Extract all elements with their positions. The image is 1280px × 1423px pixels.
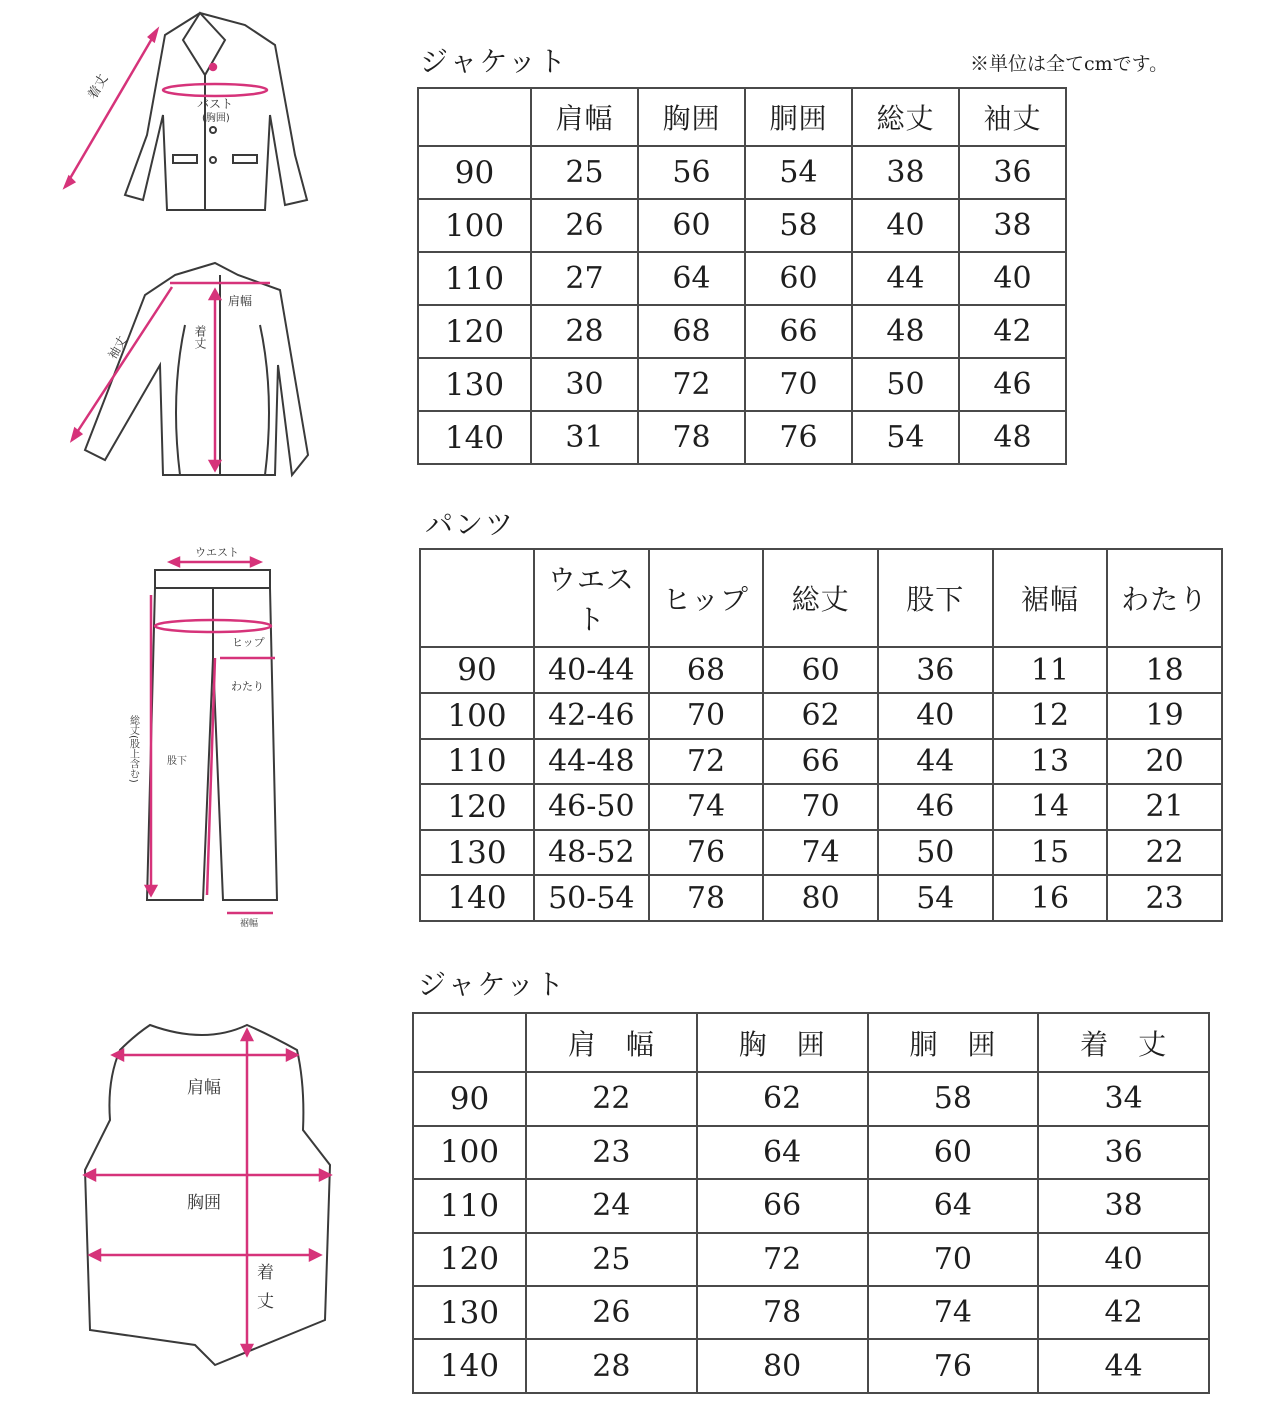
table-row <box>420 784 1222 830</box>
size-label-cell: 130 <box>413 1286 526 1339</box>
table-row <box>420 693 1222 739</box>
value-cell: 25 <box>531 146 638 199</box>
value-cell: 72 <box>649 739 764 785</box>
size-label-cell: 100 <box>420 693 534 739</box>
value-cell: 68 <box>638 305 745 358</box>
value-cell: 58 <box>745 199 852 252</box>
value-cell: 70 <box>745 358 852 411</box>
jacket-size-table <box>417 87 1067 465</box>
value-cell: 64 <box>697 1126 868 1179</box>
jacket-back-diagram <box>60 255 320 485</box>
value-cell: 76 <box>745 411 852 464</box>
header-corner-cell <box>420 549 534 647</box>
value-cell: 25 <box>526 1233 697 1286</box>
value-cell: 40 <box>1038 1233 1209 1286</box>
value-cell: 38 <box>1038 1179 1209 1232</box>
value-cell: 23 <box>526 1126 697 1179</box>
size-label-cell: 100 <box>413 1126 526 1179</box>
table-row <box>420 830 1222 876</box>
header-cell: 肩 幅 <box>526 1013 697 1072</box>
jacket-front-diagram <box>55 5 315 220</box>
value-cell: 31 <box>531 411 638 464</box>
header-cell: 股下 <box>878 549 993 647</box>
vest-shoulder-label: 肩幅 <box>187 1078 221 1098</box>
header-cell: 裾幅 <box>993 549 1108 647</box>
value-cell: 44 <box>878 739 993 785</box>
value-cell: 40 <box>852 199 959 252</box>
value-cell: 11 <box>993 647 1108 693</box>
value-cell: 46 <box>959 358 1066 411</box>
value-cell: 64 <box>868 1179 1039 1232</box>
value-cell: 66 <box>745 305 852 358</box>
value-cell: 42-46 <box>534 693 649 739</box>
value-cell: 34 <box>1038 1072 1209 1125</box>
value-cell: 15 <box>993 830 1108 876</box>
value-cell: 16 <box>993 875 1108 921</box>
value-cell: 76 <box>868 1339 1039 1393</box>
value-cell: 78 <box>649 875 764 921</box>
table-row <box>420 875 1222 921</box>
size-label-cell: 100 <box>418 199 531 252</box>
value-cell: 72 <box>697 1233 868 1286</box>
hip-label: ヒップ <box>232 636 265 649</box>
header-cell: 胸 囲 <box>697 1013 868 1072</box>
size-label-cell: 90 <box>420 647 534 693</box>
value-cell: 72 <box>638 358 745 411</box>
size-label-cell: 130 <box>420 830 534 876</box>
value-cell: 28 <box>526 1339 697 1393</box>
value-cell: 24 <box>526 1179 697 1232</box>
size-label-cell: 130 <box>418 358 531 411</box>
value-cell: 54 <box>878 875 993 921</box>
vest-title: ジャケット <box>418 968 567 1001</box>
value-cell: 22 <box>526 1072 697 1125</box>
table-row <box>420 647 1222 693</box>
value-cell: 74 <box>868 1286 1039 1339</box>
table-header-row <box>420 549 1222 647</box>
value-cell: 42 <box>1038 1286 1209 1339</box>
header-cell: 胴 囲 <box>868 1013 1039 1072</box>
size-label-cell: 120 <box>413 1233 526 1286</box>
table-row <box>413 1233 1209 1286</box>
value-cell: 38 <box>852 146 959 199</box>
table-header-row <box>413 1013 1209 1072</box>
value-cell: 19 <box>1107 693 1222 739</box>
value-cell: 80 <box>697 1339 868 1393</box>
value-cell: 78 <box>638 411 745 464</box>
value-cell: 36 <box>878 647 993 693</box>
value-cell: 14 <box>993 784 1108 830</box>
vest-length-label-1: 着 <box>257 1263 274 1283</box>
back-sleeve-label: 袖丈 <box>105 333 130 362</box>
value-cell: 36 <box>959 146 1066 199</box>
table-row <box>413 1126 1209 1179</box>
header-cell: ウエスト <box>534 549 649 647</box>
value-cell: 28 <box>531 305 638 358</box>
size-label-cell: 90 <box>413 1072 526 1125</box>
back-shoulder-label: 肩幅 <box>228 294 253 308</box>
table-row <box>418 305 1066 358</box>
header-cell: 袖丈 <box>959 88 1066 146</box>
value-cell: 60 <box>745 252 852 305</box>
header-cell: ヒップ <box>649 549 764 647</box>
value-cell: 58 <box>868 1072 1039 1125</box>
pants-diagram <box>125 540 295 930</box>
length-label: 総丈(股上含む) <box>127 715 139 783</box>
value-cell: 64 <box>638 252 745 305</box>
value-cell: 60 <box>763 647 878 693</box>
waist-label: ウエスト <box>195 546 239 559</box>
value-cell: 70 <box>868 1233 1039 1286</box>
header-cell: 総丈 <box>852 88 959 146</box>
value-cell: 54 <box>745 146 852 199</box>
value-cell: 70 <box>763 784 878 830</box>
header-cell: 肩幅 <box>531 88 638 146</box>
size-label-cell: 110 <box>420 739 534 785</box>
vest-size-table <box>412 1012 1210 1394</box>
value-cell: 60 <box>868 1126 1039 1179</box>
back-length-label: 着丈 <box>193 325 207 349</box>
value-cell: 56 <box>638 146 745 199</box>
value-cell: 27 <box>531 252 638 305</box>
table-row <box>413 1286 1209 1339</box>
value-cell: 48 <box>852 305 959 358</box>
table-row <box>418 411 1066 464</box>
value-cell: 48 <box>959 411 1066 464</box>
size-label-cell: 90 <box>418 146 531 199</box>
value-cell: 26 <box>531 199 638 252</box>
header-cell: 胸囲 <box>638 88 745 146</box>
value-cell: 38 <box>959 199 1066 252</box>
table-row <box>413 1339 1209 1393</box>
size-label-cell: 120 <box>418 305 531 358</box>
value-cell: 48-52 <box>534 830 649 876</box>
header-cell: 胴囲 <box>745 88 852 146</box>
value-cell: 12 <box>993 693 1108 739</box>
value-cell: 40-44 <box>534 647 649 693</box>
value-cell: 54 <box>852 411 959 464</box>
vest-diagram <box>75 1015 340 1375</box>
size-label-cell: 140 <box>420 875 534 921</box>
value-cell: 18 <box>1107 647 1222 693</box>
table-row <box>418 199 1066 252</box>
value-cell: 76 <box>649 830 764 876</box>
value-cell: 78 <box>697 1286 868 1339</box>
value-cell: 42 <box>959 305 1066 358</box>
header-cell: 着 丈 <box>1038 1013 1209 1072</box>
value-cell: 68 <box>649 647 764 693</box>
value-cell: 26 <box>526 1286 697 1339</box>
value-cell: 62 <box>697 1072 868 1125</box>
header-cell: 総丈 <box>763 549 878 647</box>
value-cell: 44 <box>852 252 959 305</box>
size-label-cell: 140 <box>413 1339 526 1393</box>
value-cell: 66 <box>697 1179 868 1232</box>
header-cell: わたり <box>1107 549 1222 647</box>
table-header-row <box>418 88 1066 146</box>
value-cell: 40 <box>959 252 1066 305</box>
value-cell: 60 <box>638 199 745 252</box>
table-row <box>413 1179 1209 1232</box>
value-cell: 30 <box>531 358 638 411</box>
table-row <box>420 739 1222 785</box>
value-cell: 21 <box>1107 784 1222 830</box>
header-corner-cell <box>418 88 531 146</box>
hem-label: 裾幅 <box>240 919 259 929</box>
jacket-title: ジャケット <box>420 45 569 78</box>
thigh-label: わたり <box>231 680 264 693</box>
size-label-cell: 110 <box>413 1179 526 1232</box>
table-row <box>413 1072 1209 1125</box>
bust-sub-label: (胸囲) <box>202 113 230 124</box>
inseam-label: 股下 <box>167 756 187 767</box>
value-cell: 66 <box>763 739 878 785</box>
value-cell: 50-54 <box>534 875 649 921</box>
value-cell: 62 <box>763 693 878 739</box>
value-cell: 23 <box>1107 875 1222 921</box>
value-cell: 80 <box>763 875 878 921</box>
table-row <box>418 146 1066 199</box>
pants-size-table <box>419 548 1223 922</box>
value-cell: 74 <box>649 784 764 830</box>
value-cell: 44-48 <box>534 739 649 785</box>
table-row <box>418 358 1066 411</box>
size-label-cell: 110 <box>418 252 531 305</box>
header-corner-cell <box>413 1013 526 1072</box>
bust-label: バスト <box>197 97 234 111</box>
jacket-front-length-label: 着丈 <box>85 71 112 102</box>
value-cell: 36 <box>1038 1126 1209 1179</box>
value-cell: 50 <box>852 358 959 411</box>
unit-note: ※単位は全てcmです。 <box>970 53 1169 75</box>
value-cell: 46 <box>878 784 993 830</box>
value-cell: 40 <box>878 693 993 739</box>
table-row <box>418 252 1066 305</box>
pants-title: パンツ <box>425 508 516 541</box>
value-cell: 20 <box>1107 739 1222 785</box>
vest-chest-label: 胸囲 <box>187 1193 221 1213</box>
value-cell: 74 <box>763 830 878 876</box>
size-label-cell: 120 <box>420 784 534 830</box>
value-cell: 46-50 <box>534 784 649 830</box>
vest-length-label-2: 丈 <box>257 1292 274 1312</box>
value-cell: 50 <box>878 830 993 876</box>
value-cell: 70 <box>649 693 764 739</box>
size-label-cell: 140 <box>418 411 531 464</box>
value-cell: 13 <box>993 739 1108 785</box>
value-cell: 44 <box>1038 1339 1209 1393</box>
value-cell: 22 <box>1107 830 1222 876</box>
